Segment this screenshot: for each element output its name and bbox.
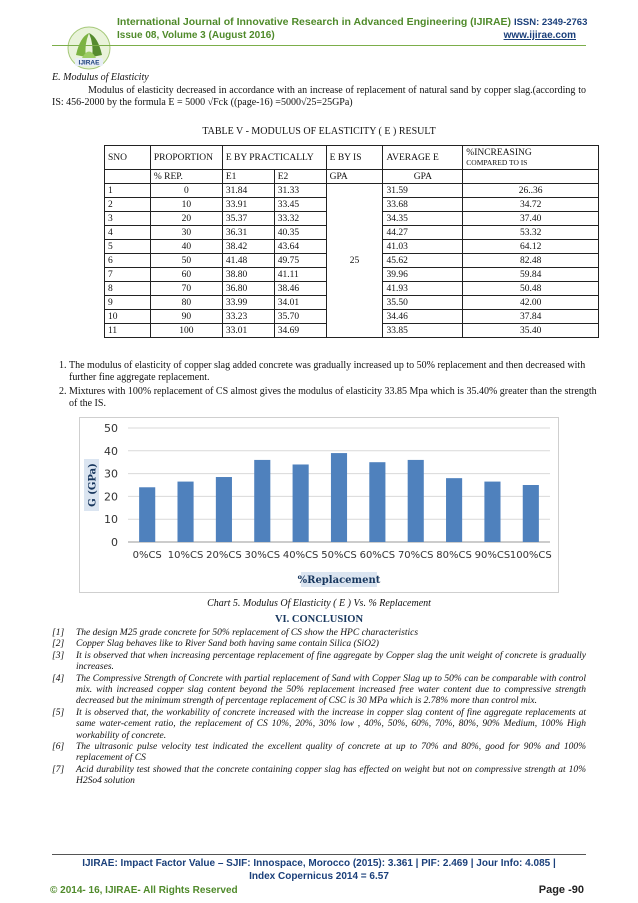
bar [216, 477, 232, 542]
journal-logo [66, 25, 112, 71]
svg-text:IJIRAE: IJIRAE [78, 59, 100, 67]
x-tick-label: 0%CS [132, 550, 162, 561]
cell-proportion: 80 [150, 296, 222, 310]
conclusion-item [52, 674, 586, 708]
x-tick-label: 30%CS [244, 550, 281, 561]
conclusion-item [52, 708, 586, 742]
header-increasing [463, 146, 599, 170]
cell-average: 33.85 [383, 324, 463, 338]
conclusion-item-text: Acid durability test showed that the concrete containing copper slag has effected on weight but not on compressive strength at 10% H2So4 solution [76, 764, 586, 787]
x-tick-label: 80%CS [436, 550, 472, 561]
conclusion-item-text: The design M25 grade concrete for 50% replacement of CS show the HPC characteristics [76, 628, 419, 638]
cell-e1: 38.42 [222, 240, 274, 254]
cell-proportion: 0 [150, 184, 222, 198]
x-tick-label: 20%CS [206, 550, 242, 561]
x-axis-label: %Replacement [297, 575, 381, 586]
cell-increasing: 64.12 [463, 240, 599, 254]
cell-increasing: 37.40 [463, 212, 599, 226]
header-increasing-line1: %INCREASING [466, 148, 532, 158]
cell-average: 44.27 [383, 226, 463, 240]
section-heading: E. Modulus of Elasticity [52, 72, 149, 83]
cell-increasing: 53.32 [463, 226, 599, 240]
cell-sno: 10 [105, 310, 151, 324]
result-notes [52, 360, 603, 412]
cell-e2: 43.64 [274, 240, 326, 254]
conclusion-item-number: [7] [52, 764, 65, 775]
cell-e1: 35.37 [222, 212, 274, 226]
section-paragraph [52, 85, 586, 109]
cell-increasing: 59.84 [463, 268, 599, 282]
cell-increasing: 35.40 [463, 324, 599, 338]
conclusion-item-text: The ultrasonic pulse velocity test indicated the excellent quality of concrete at up to 70% and 80%, good for 90% and 100% replacement of CS [76, 742, 586, 764]
cell-proportion: 20 [150, 212, 222, 226]
bar [408, 460, 424, 542]
journal-title [117, 16, 587, 28]
cell-proportion: 100 [150, 324, 222, 338]
x-tick-label: 60%CS [359, 550, 396, 561]
cell-average: 31.59 [383, 184, 463, 198]
cell-e2: 33.32 [274, 212, 326, 226]
y-tick-label: 0 [111, 536, 118, 549]
cell-increasing: 42.00 [463, 296, 599, 310]
subheader-empty [105, 170, 151, 184]
cell-e1: 33.99 [222, 296, 274, 310]
cell-average: 35.50 [383, 296, 463, 310]
header-sno: SNO [105, 146, 151, 170]
cell-e1: 31.84 [222, 184, 274, 198]
x-tick-label: 50%CS [321, 550, 357, 561]
cell-average: 34.46 [383, 310, 463, 324]
cell-proportion: 90 [150, 310, 222, 324]
header-increasing-line2: COMPARED TO IS [466, 158, 528, 167]
table-body [105, 184, 599, 338]
cell-average: 39.96 [383, 268, 463, 282]
conclusion-item-text: Copper Slag behaves like to River Sand both having same contain Silica (SiO2) [76, 639, 379, 650]
y-tick-label: 50 [104, 422, 118, 435]
cell-proportion: 50 [150, 254, 222, 268]
cell-e2: 40.35 [274, 226, 326, 240]
cell-average: 33.68 [383, 198, 463, 212]
bar [369, 462, 385, 542]
subheader-gpa-is: GPA [326, 170, 383, 184]
cell-e1: 41.48 [222, 254, 274, 268]
cell-e2: 34.69 [274, 324, 326, 338]
page-number: Page -90 [538, 884, 584, 896]
cell-increasing: 34.72 [463, 198, 599, 212]
journal-name: International Journal of Innovative Research in Advanced Engineering (IJIRAE) [117, 16, 512, 28]
conclusion-item [52, 765, 586, 788]
cell-average: 34.35 [383, 212, 463, 226]
subheader-empty-2 [463, 170, 599, 184]
note-item: 1. The modulus of elasticity of copper slag added concrete was gradually increased up to 50% replacement and then decreased with further fine aggregate replacement. [69, 360, 603, 384]
footer-copyright: © 2014- 16, IJIRAE- All Rights Reserved [50, 885, 238, 896]
bar [293, 464, 309, 542]
header-proportion: PROPORTION [150, 146, 222, 170]
bar [523, 485, 539, 542]
cell-average: 41.93 [383, 282, 463, 296]
cell-sno: 3 [105, 212, 151, 226]
cell-sno: 9 [105, 296, 151, 310]
subheader-e1: E1 [222, 170, 274, 184]
cell-average: 41.03 [383, 240, 463, 254]
chart-caption: Chart 5. Modulus Of Elasticity ( E ) Vs. % Replacement [207, 598, 431, 609]
cell-increasing: 82.48 [463, 254, 599, 268]
conclusion-item-number: [6] [52, 742, 65, 753]
conclusion-item-number: [5] [52, 707, 65, 718]
header-practically: E BY PRACTICALLY [222, 146, 326, 170]
y-tick-label: 10 [104, 513, 118, 527]
cell-sno: 1 [105, 184, 151, 198]
header-by-is: E BY IS [326, 146, 383, 170]
y-tick-label: 20 [104, 490, 118, 504]
subheader-e2: E2 [274, 170, 326, 184]
table-caption: TABLE V - MODULUS OF ELASTICITY ( E ) RESULT [202, 126, 436, 137]
conclusion-item [52, 628, 586, 639]
cell-e1: 33.01 [222, 324, 274, 338]
cell-sno: 5 [105, 240, 151, 254]
bar-chart [79, 417, 559, 593]
section-paragraph-text: Modulus of elasticity decreased in accordance with an increase of replacement of natural sand by copper slag.(according to IS: 456-2000 by the formula E = 5000 √Fck ((page-16) =5000√25=25GPa) [52, 85, 586, 108]
bar [139, 487, 155, 542]
cell-e2: 31.33 [274, 184, 326, 198]
x-tick-label: 10%CS [167, 550, 204, 561]
cell-e1: 33.91 [222, 198, 274, 212]
cell-sno: 6 [105, 254, 151, 268]
cell-increasing: 50.48 [463, 282, 599, 296]
x-tick-label: 100%CS [509, 550, 552, 561]
table-row [105, 184, 599, 198]
conclusion-item-text: It is observed that when increasing percentage replacement of fine aggregate by Copper slag the unit weight of concrete is gradually increases. [76, 650, 586, 673]
x-tick-label: 70%CS [397, 550, 434, 561]
journal-issn: ISSN: 2349-2763 [513, 17, 588, 28]
conclusion-item-number: [2] [52, 639, 65, 650]
cell-proportion: 40 [150, 240, 222, 254]
bar-chart-svg [80, 418, 558, 592]
cell-e2: 34.01 [274, 296, 326, 310]
y-tick-label: 30 [104, 467, 118, 481]
bar [177, 482, 193, 542]
conclusion-item [52, 742, 586, 765]
bar [331, 453, 347, 542]
modulus-table [104, 145, 599, 338]
cell-e2: 41.11 [274, 268, 326, 282]
y-tick-label: 40 [104, 444, 118, 458]
cell-e1: 36.31 [222, 226, 274, 240]
cell-e2: 49.75 [274, 254, 326, 268]
x-tick-label: 90%CS [474, 550, 511, 561]
cell-e1: 36.80 [222, 282, 274, 296]
bar [446, 478, 462, 542]
footer-index: Index Copernicus 2014 = 6.57 [249, 871, 389, 882]
footer-divider [52, 854, 586, 855]
subheader-rep: % REP. [150, 170, 222, 184]
conclusion-item [52, 639, 586, 650]
conclusion-item-number: [4] [52, 673, 65, 684]
cell-e2: 38.46 [274, 282, 326, 296]
conclusion-item-number: [3] [52, 650, 65, 661]
cell-proportion: 70 [150, 282, 222, 296]
cell-sno: 2 [105, 198, 151, 212]
conclusion-item [52, 651, 586, 674]
cell-average: 45.62 [383, 254, 463, 268]
conclusion-heading: VI. CONCLUSION [274, 614, 364, 625]
journal-issue: Issue 08, Volume 3 (August 2016) [117, 30, 275, 41]
cell-sno: 4 [105, 226, 151, 240]
cell-e1: 33.23 [222, 310, 274, 324]
note-item: 2. Mixtures with 100% replacement of CS almost gives the modulus of elasticity 33.85 Mpa which is 35.40% greater than the strength of the IS. [69, 386, 603, 410]
cell-proportion: 30 [150, 226, 222, 240]
header-average: AVERAGE E [383, 146, 463, 170]
x-tick-label: 40%CS [282, 550, 319, 561]
cell-increasing: 26..36 [463, 184, 599, 198]
footer-impact: IJIRAE: Impact Factor Value – SJIF: Innospace, Morocco (2015): 3.361 | PIF: 2.469 | Jour Info: 4.085 | [82, 858, 556, 869]
cell-increasing: 37.84 [463, 310, 599, 324]
cell-sno: 11 [105, 324, 151, 338]
conclusion-item-text: The Compressive Strength of Concrete with partial replacement of Sand with Copper Slag up to 50% can be comparable with control mix. with increased copper slag content beyond the 50% replacement increased free water content due to compressive strength decreased but the minimum strength of percentage replacement of CSC is 30 MPa which is 2.78% more than control mix. [76, 673, 586, 707]
cell-proportion: 10 [150, 198, 222, 212]
cell-e2: 33.45 [274, 198, 326, 212]
cell-proportion: 60 [150, 268, 222, 282]
subheader-gpa-avg: GPA [383, 170, 463, 184]
conclusion-item-number: [1] [52, 628, 65, 638]
cell-sno: 7 [105, 268, 151, 282]
header-divider [52, 45, 586, 46]
cell-sno: 8 [105, 282, 151, 296]
journal-website-link[interactable]: www.ijirae.com [503, 30, 576, 41]
cell-e2: 35.70 [274, 310, 326, 324]
bar [254, 460, 270, 542]
cell-e1: 38.80 [222, 268, 274, 282]
y-axis-label: G (GPa) [87, 463, 99, 507]
conclusion-item-text: It is observed that, the workability of concrete increased with the increase in copper slag content of fine aggregate replacements at same water-cement ratio, the replacement of CS 10%, 20%, 30% low , 40%, 50%, 60%, 70%, 80%, 90% Medium, 100% High workability of concrete. [76, 707, 586, 741]
cell-e-by-is: 25 [326, 184, 383, 338]
bar [484, 482, 500, 542]
conclusion-list [52, 628, 586, 788]
